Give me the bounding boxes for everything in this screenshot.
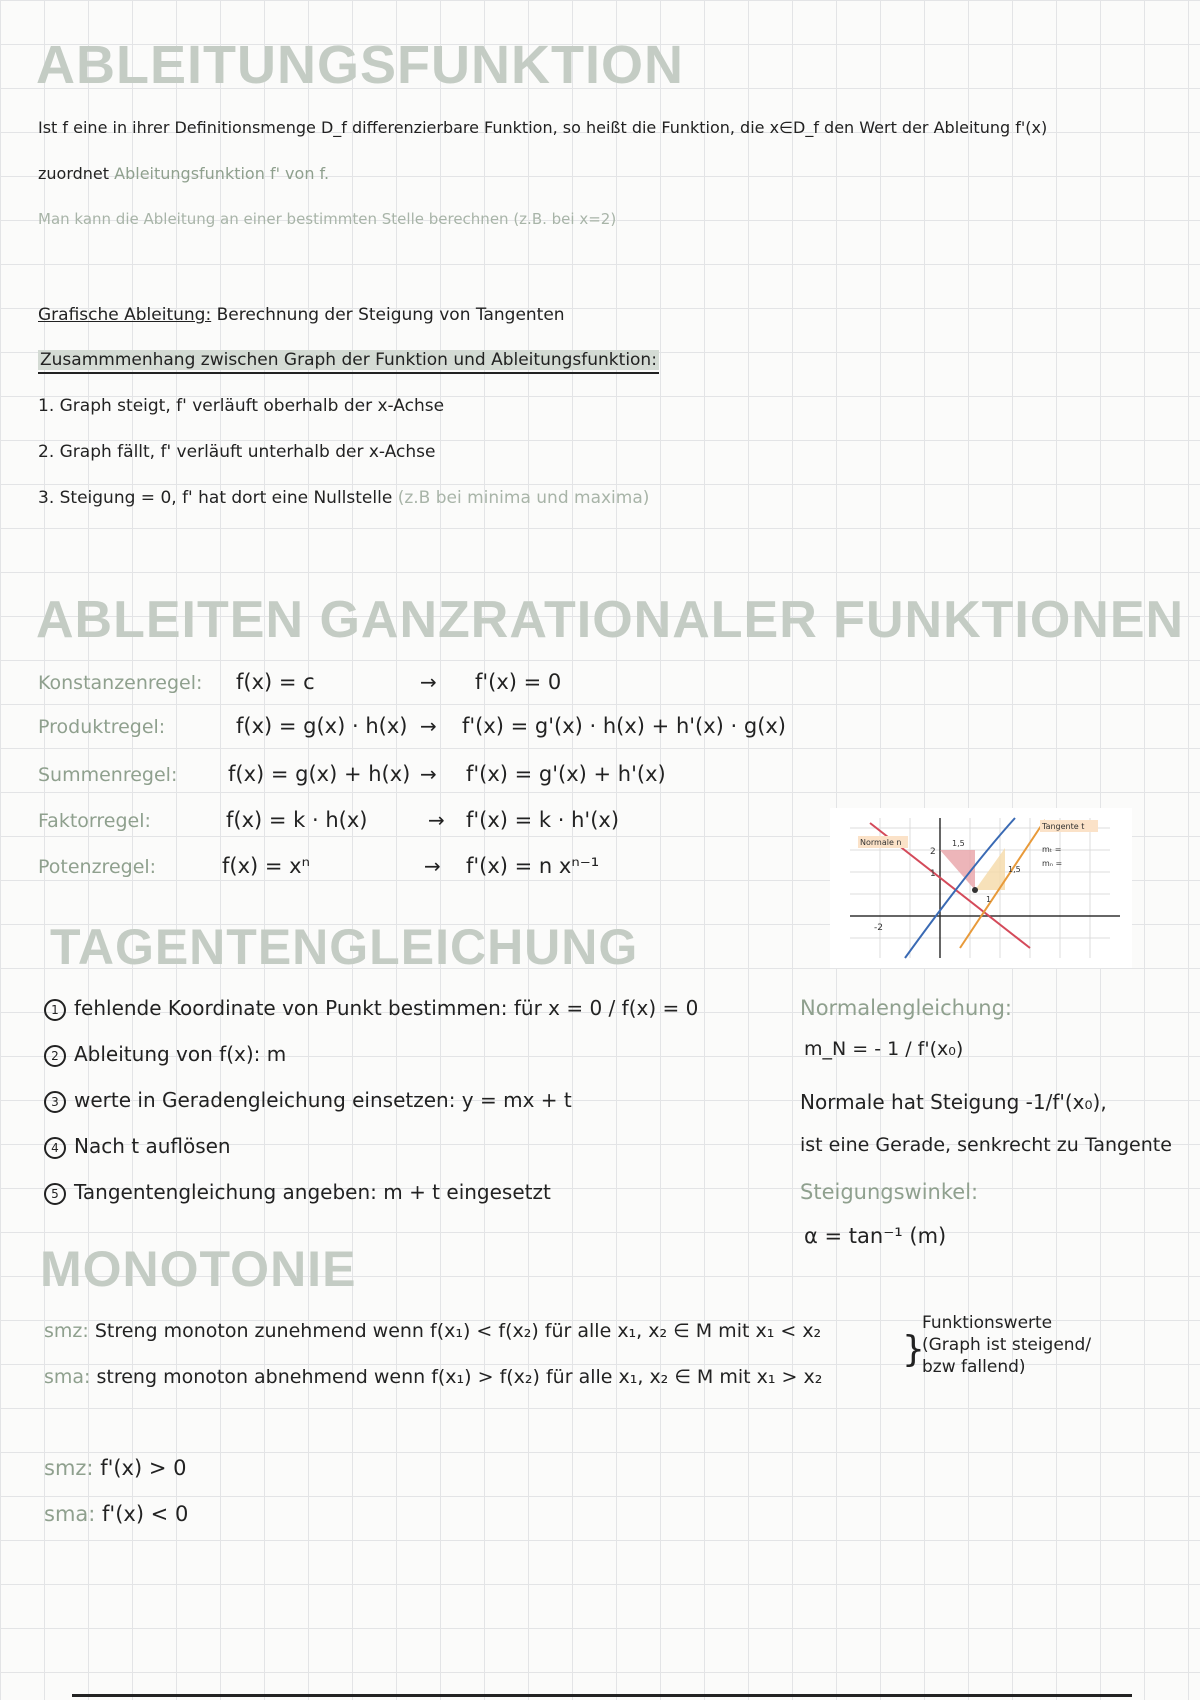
point-3 [38, 488, 649, 508]
tangente-step-5 [44, 1180, 551, 1205]
grafische-ableitung-text: Berechnung der Steigung von Tangenten [216, 305, 565, 325]
label-15-tangent: 1,5 [1008, 865, 1021, 874]
rule-derivative: f'(x) = n xⁿ⁻¹ [466, 854, 600, 878]
label-15-normal: 1,5 [952, 839, 965, 848]
arrow-icon: → [424, 854, 441, 878]
sma-label: sma: [44, 1366, 91, 1388]
step-text: Tangentengleichung angeben: m + t eingesetzt [74, 1180, 551, 1204]
step-text: Nach t auflösen [74, 1134, 231, 1158]
rule-name: Konstanzenregel: [38, 672, 203, 694]
touch-point [972, 887, 978, 893]
rule-name: Summenregel: [38, 764, 178, 786]
normale-label: Normale n [860, 838, 902, 847]
smz-definition [44, 1320, 821, 1342]
sma-short-text: f'(x) < 0 [102, 1502, 189, 1526]
sma-text: streng monoton abnehmend wenn f(x₁) > f(x₂) für alle x₁, x₂ ∈ M mit x₁ > x₂ [96, 1366, 823, 1388]
rule-derivative: f'(x) = g'(x) + h'(x) [466, 762, 666, 786]
tick-2: 2 [930, 847, 936, 857]
normalen-text-1: Normale hat Steigung -1/f'(x₀), [800, 1090, 1107, 1114]
step-number-badge: 1 [44, 999, 66, 1021]
steigungswinkel-title: Steigungswinkel: [800, 1180, 979, 1204]
arrow-icon: → [420, 714, 437, 738]
rule-name: Potenzregel: [38, 856, 157, 878]
smz-label: smz: [44, 1320, 89, 1342]
point-3-text: 3. Steigung = 0, f' hat dort eine Nullstelle [38, 488, 393, 508]
tick-1: 1 [930, 869, 936, 879]
zusammenhang-text: Zusammmenhang zwischen Graph der Funktion und Ableitungsfunktion: [40, 350, 657, 370]
steigungswinkel-formula: α = tan⁻¹ (m) [804, 1224, 947, 1248]
smz-short [44, 1456, 186, 1480]
smz-text: Streng monoton zunehmend wenn f(x₁) < f(x₂) für alle x₁, x₂ ∈ M mit x₁ < x₂ [94, 1320, 822, 1342]
arrow-icon: → [420, 762, 437, 786]
brace-icon: } [902, 1329, 925, 1370]
normalen-formula: m_N = - 1 / f'(x₀) [804, 1038, 964, 1060]
brace-line-3: bzw fallend) [922, 1357, 1026, 1377]
point-1: 1. Graph steigt, f' verläuft oberhalb der x-Achse [38, 396, 445, 416]
rule-function: f(x) = k · h(x) [226, 808, 368, 832]
tangente-step-1 [44, 996, 698, 1021]
rule-derivative: f'(x) = g'(x) · h(x) + h'(x) · g(x) [462, 714, 787, 738]
tick-neg2: -2 [874, 923, 883, 933]
mn-label: mₙ = [1042, 859, 1063, 868]
rule-function: f(x) = c [236, 670, 315, 694]
step-number-badge: 5 [44, 1183, 66, 1205]
tangent-normal-graph [830, 808, 1132, 968]
brace-note [922, 1312, 1091, 1378]
step-number-badge: 2 [44, 1045, 66, 1067]
normalen-text-2: ist eine Gerade, senkrecht zu Tangente [800, 1134, 1172, 1156]
definition-line-1: Ist f eine in ihrer Definitionsmenge D_f differenzierbare Funktion, so heißt die Funktion, die x∈D_f den Wert der Ableitung f'(x) [38, 118, 1048, 137]
step-number-badge: 3 [44, 1091, 66, 1113]
tangente-step-2 [44, 1042, 286, 1067]
grafische-ableitung [38, 305, 565, 325]
heading-ableitungsfunktion: ABLEITUNGSFUNKTION [36, 35, 684, 95]
heading-ganzrational: ABLEITEN GANZRATIONALER FUNKTIONEN [36, 591, 1185, 649]
brace-line-2: (Graph ist steigend/ [922, 1335, 1092, 1355]
tangente-label: Tangente t [1042, 822, 1085, 831]
arrow-icon: → [420, 670, 437, 694]
sma-short [44, 1502, 188, 1526]
brace-line-1: Funktionswerte [922, 1313, 1053, 1333]
rule-name: Faktorregel: [38, 810, 151, 832]
point-2: 2. Graph fällt, f' verläuft unterhalb der x-Achse [38, 442, 436, 462]
step-number-badge: 4 [44, 1137, 66, 1159]
rule-name: Produktregel: [38, 716, 166, 738]
step-text: werte in Geradengleichung einsetzen: y = mx + t [74, 1088, 572, 1112]
mt-label: mₜ = [1042, 845, 1062, 854]
smz-short-text: f'(x) > 0 [100, 1456, 187, 1480]
rule-derivative: f'(x) = k · h'(x) [466, 808, 620, 832]
heading-tangente: TAGENTENGLEICHUNG [50, 919, 639, 975]
heading-monotonie: MONOTONIE [40, 1241, 357, 1297]
rule-derivative: f'(x) = 0 [475, 670, 562, 694]
smz-short-label: smz: [44, 1456, 94, 1480]
rule-function: f(x) = xⁿ [222, 854, 310, 878]
grafische-ableitung-label: Grafische Ableitung: [38, 305, 212, 325]
zusammenhang [38, 350, 659, 374]
rule-function: f(x) = g(x) + h(x) [228, 762, 411, 786]
definition-ableitungsfunktion: Ableitungsfunktion f' von f. [114, 164, 330, 183]
rule-function: f(x) = g(x) · h(x) [236, 714, 408, 738]
tangente-step-4 [44, 1134, 231, 1159]
point-3-note: (z.B bei minima und maxima) [397, 488, 650, 508]
label-1: 1 [986, 895, 992, 904]
sma-definition [44, 1366, 822, 1388]
tangente-step-3 [44, 1088, 572, 1113]
definition-line-3: Man kann die Ableitung an einer bestimmten Stelle berechnen (z.B. bei x=2) [38, 210, 617, 228]
definition-line-2 [38, 164, 329, 183]
bottom-divider [72, 1694, 1132, 1697]
arrow-icon: → [428, 808, 445, 832]
normalen-title: Normalengleichung: [800, 996, 1013, 1020]
step-text: Ableitung von f(x): m [74, 1042, 287, 1066]
definition-zuordnet: zuordnet [38, 164, 110, 183]
step-text: fehlende Koordinate von Punkt bestimmen: für x = 0 / f(x) = 0 [74, 996, 699, 1020]
sma-short-label: sma: [44, 1502, 96, 1526]
